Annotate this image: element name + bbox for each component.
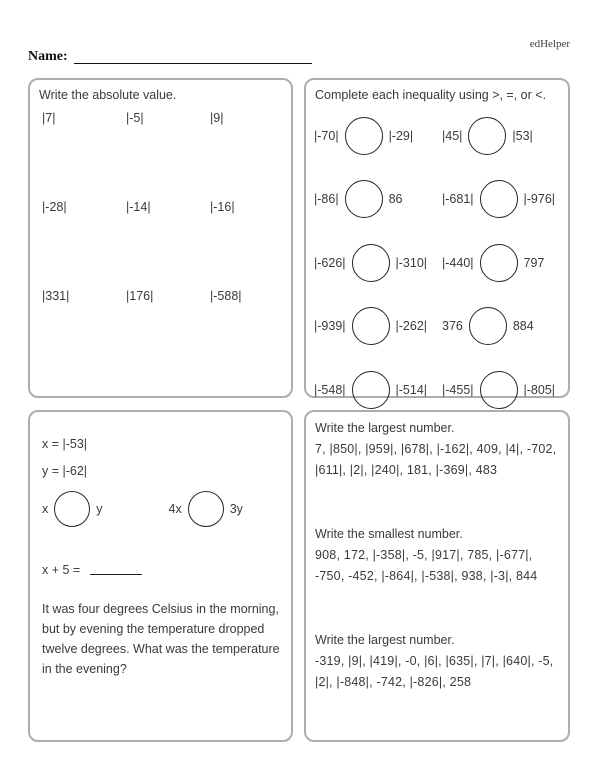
operand: |45|	[442, 128, 463, 143]
answer-circle	[345, 117, 383, 155]
answer-circle	[469, 307, 507, 345]
variables-content	[30, 412, 291, 679]
absolute-item: |-588|	[210, 289, 242, 303]
operand: |53|	[512, 128, 533, 143]
inequality-pair	[314, 180, 442, 218]
number-list: -319, |9|, |419|, -0, |6|, |635|, |7|, |640|, -5, |2|, |-848|, -742, |-826|, 258	[315, 654, 554, 689]
inequality-pair	[442, 180, 555, 218]
number-list: 7, |850|, |959|, |678|, |-162|, 409, |4|, -702, |611|, |2|, |240|, 181, |-369|, 483	[315, 442, 557, 477]
task-title: Write the largest number.	[315, 421, 455, 435]
box-title: Write the absolute value.	[39, 88, 177, 102]
operand: |-939|	[314, 319, 346, 334]
operand: |-514|	[395, 382, 428, 397]
inequality-row	[306, 104, 568, 168]
number-lists-content	[306, 412, 568, 693]
inequality-pair	[442, 371, 555, 409]
word-problem: It was four degrees Celsius in the morning, but by evening the temperature dropped twelve degrees. What was the temperature in the evening?	[42, 602, 280, 676]
comparison	[169, 491, 243, 527]
variables-box	[28, 410, 293, 742]
operand: |-681|	[442, 192, 474, 207]
operand: |-70|	[314, 128, 339, 143]
answer-circle	[352, 244, 390, 282]
number-task	[315, 421, 558, 481]
name-label: Name:	[28, 49, 68, 64]
inequality-pair	[442, 307, 534, 345]
operand: 3y	[229, 502, 243, 516]
comparison	[42, 491, 103, 527]
number-list: 908, 172, |-358|, -5, |917|, 785, |-677|, -750, -452, |-864|, |-538|, 938, |-3|, 844	[315, 548, 538, 583]
operand: |-29|	[388, 128, 414, 143]
operand: y	[96, 502, 103, 516]
operand: x	[42, 502, 49, 516]
operand: |-86|	[314, 192, 339, 207]
name-row	[28, 49, 312, 65]
edhelper-logo: edHelper	[529, 38, 570, 50]
inequality-row	[306, 295, 568, 359]
absolute-item: |-16|	[210, 200, 235, 214]
operand: |-626|	[314, 255, 346, 270]
operand: |-440|	[442, 255, 474, 270]
answer-circle	[352, 371, 390, 409]
absolute-value-box	[28, 78, 293, 398]
name-blank-line	[74, 62, 312, 64]
task-title: Write the smallest number.	[315, 527, 463, 541]
operand: |-310|	[395, 255, 428, 270]
number-lists-box	[304, 410, 570, 742]
inequality-pair	[314, 117, 442, 155]
absolute-item: |7|	[42, 111, 56, 125]
task-title: Write the largest number.	[315, 633, 455, 647]
operand: |-805|	[523, 382, 556, 397]
answer-circle	[352, 307, 390, 345]
absolute-item: |331|	[42, 289, 70, 303]
answer-circle	[480, 180, 518, 218]
operand: 797	[523, 255, 545, 270]
inequality-pair	[314, 307, 442, 345]
box-title: Complete each inequality using >, =, or <.	[315, 88, 547, 102]
inequality-row	[306, 231, 568, 295]
inequality-pair	[314, 244, 442, 282]
x-definition: x = |-53|	[42, 437, 88, 451]
inequality-pair	[442, 117, 533, 155]
absolute-item: |-28|	[42, 200, 67, 214]
inequality-row	[306, 168, 568, 232]
operand: 884	[512, 319, 534, 334]
absolute-item: |9|	[210, 111, 224, 125]
operand: |-455|	[442, 382, 474, 397]
answer-circle	[54, 491, 90, 527]
answer-circle	[345, 180, 383, 218]
answer-circle	[468, 117, 506, 155]
operand: 4x	[168, 502, 182, 516]
answer-circle	[480, 371, 518, 409]
inequality-pair	[314, 371, 442, 409]
operand: |-548|	[314, 382, 346, 397]
operand: |-976|	[523, 192, 556, 207]
absolute-item: |-14|	[126, 200, 151, 214]
absolute-item: |-5|	[126, 111, 144, 125]
y-definition: y = |-62|	[42, 464, 88, 478]
inequality-pair	[442, 244, 544, 282]
equation-row	[42, 563, 279, 577]
operand: |-262|	[395, 319, 428, 334]
comparison-row	[42, 488, 279, 530]
equation-blank-line	[90, 573, 142, 575]
equation-text: x + 5 =	[42, 563, 81, 577]
inequality-rows	[306, 104, 568, 422]
inequality-box	[304, 78, 570, 398]
operand: 86	[388, 192, 403, 207]
answer-circle	[480, 244, 518, 282]
absolute-item: |176|	[126, 289, 154, 303]
number-task	[315, 527, 558, 587]
number-task	[315, 633, 558, 693]
operand: 376	[442, 319, 463, 334]
answer-circle	[188, 491, 224, 527]
absolute-value-grid	[30, 111, 291, 378]
